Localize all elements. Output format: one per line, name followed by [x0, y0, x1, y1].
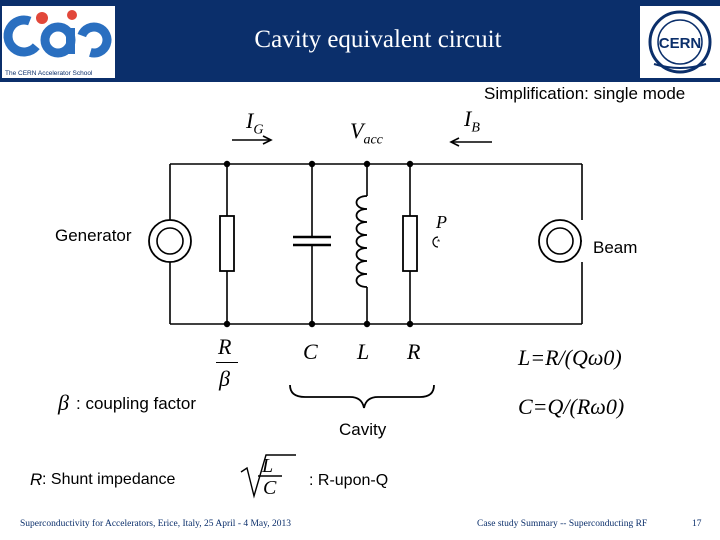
page-title: Cavity equivalent circuit	[254, 26, 502, 53]
r-over-beta-numerator: R	[218, 334, 232, 359]
sqrt-l: L	[262, 455, 274, 477]
inductor-coil	[357, 196, 368, 287]
r-over-beta-denominator: β	[219, 366, 230, 391]
cavity-label: Cavity	[339, 420, 387, 439]
beam-label: Beam	[593, 238, 638, 257]
footer-right: Case study Summary -- Superconducting RF	[477, 519, 648, 529]
vacc-label: $V_{acc}$	[350, 118, 383, 148]
resistor-label: R	[407, 339, 421, 364]
beam-current-source	[539, 220, 582, 262]
subtitle: Simplification: single mode	[484, 84, 686, 103]
rq-description: : R-upon-Q	[309, 472, 389, 489]
cern-logo-text: CERN	[658, 35, 702, 52]
ib-arrow	[451, 138, 492, 146]
l-formula: L=R/(Qω0)	[518, 345, 622, 370]
inductor-label: L	[357, 339, 370, 364]
r-over-beta-bar	[216, 362, 238, 363]
generator-current-source	[149, 220, 191, 262]
p-star: *	[437, 238, 441, 247]
capacitor-label: C	[303, 339, 318, 364]
page-number: 17	[692, 519, 702, 529]
shunt-description: : Shunt impedance	[42, 471, 176, 488]
beta-description: : coupling factor	[76, 394, 197, 413]
p-label: P	[436, 212, 447, 232]
cavity-resistor	[403, 216, 417, 271]
cavity-brace	[290, 385, 434, 408]
sqrt-c: C	[263, 477, 277, 499]
generator-label: Generator	[55, 226, 132, 245]
cas-logo-caption: The CERN Accelerator School	[5, 70, 93, 77]
external-resistor	[220, 216, 234, 271]
beta-symbol: β	[58, 390, 69, 415]
footer-left: Superconductivity for Accelerators, Erice, Italy, 25 April - 4 May, 2013	[20, 519, 292, 529]
shunt-r-symbol: R	[30, 470, 43, 489]
ig-label: $I_G$	[246, 108, 264, 138]
c-formula: C=Q/(Rω0)	[518, 394, 625, 419]
ib-label: $I_B$	[464, 106, 480, 136]
